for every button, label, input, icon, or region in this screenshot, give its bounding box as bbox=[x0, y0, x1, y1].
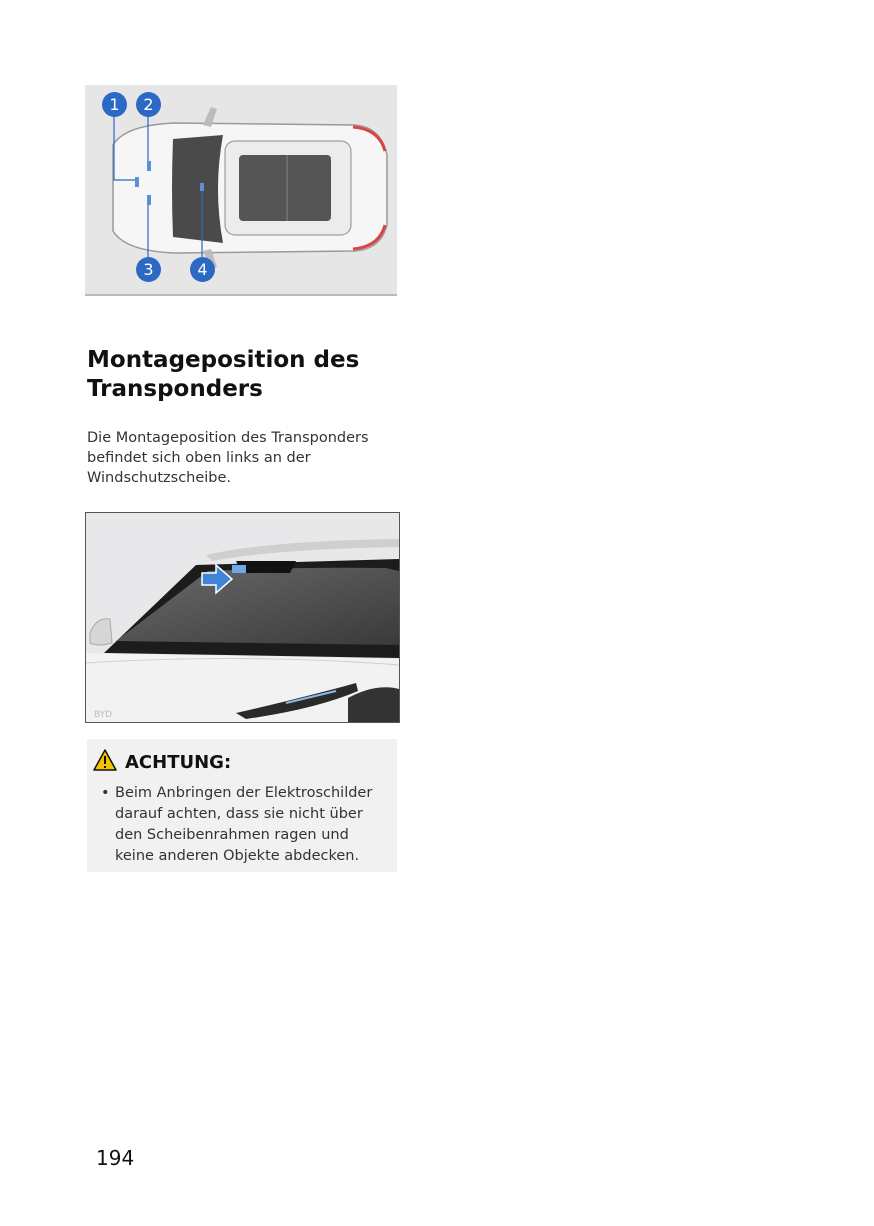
section-body-text: Die Montageposition des Transponders befindet sich oben links an der Windschutzscheibe. bbox=[87, 430, 369, 486]
car-top-view-illustration bbox=[85, 85, 397, 294]
car-top-view-figure bbox=[85, 85, 397, 296]
warning-box bbox=[87, 739, 397, 872]
warning-item-text: Beim Anbringen der Elektroschilder darauf achten, dass sie nicht über den Scheibenrahmen ragen und keine anderen Objekte abdecken. bbox=[115, 785, 373, 864]
windshield-illustration bbox=[86, 513, 399, 722]
warning-header bbox=[93, 747, 387, 777]
section-heading-line1: Montageposition des bbox=[87, 347, 360, 373]
section-heading-line2: Transponders bbox=[87, 376, 263, 402]
callout-4: 4 bbox=[190, 257, 215, 282]
section-heading bbox=[87, 346, 407, 404]
bullet: • bbox=[101, 785, 110, 801]
windshield-figure bbox=[85, 512, 400, 723]
warning-item bbox=[93, 783, 387, 867]
warning-triangle-icon bbox=[93, 749, 117, 775]
callout-1: 1 bbox=[102, 92, 127, 117]
page-number: 194 bbox=[96, 1146, 135, 1170]
hood-badge: BYD bbox=[94, 710, 113, 720]
callout-2: 2 bbox=[136, 92, 161, 117]
warning-title: ACHTUNG: bbox=[125, 751, 232, 773]
callout-3: 3 bbox=[136, 257, 161, 282]
warning-list bbox=[93, 783, 387, 867]
